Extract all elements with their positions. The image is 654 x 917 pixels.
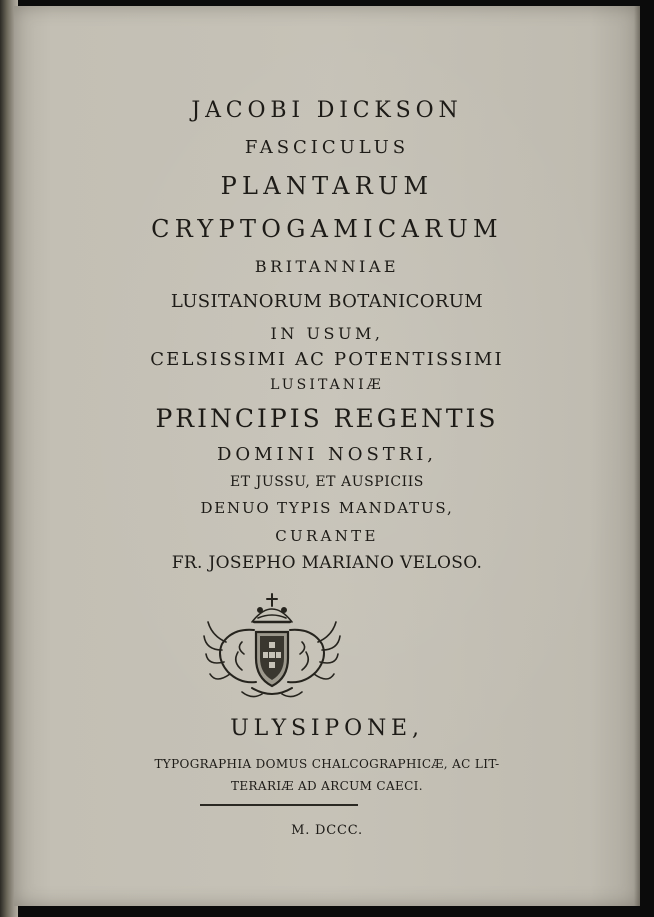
imprint-date: M. DCCC.	[291, 823, 363, 838]
dedication-principis-regentis: PRINCIPIS REGENTIS	[155, 404, 499, 433]
imprint-curante: CURANTE	[275, 527, 379, 545]
author-line: JACOBI DICKSON	[191, 98, 463, 123]
printer-line-1: TYPOGRAPHIA DOMUS CHALCOGRAPHICÆ, AC LIT-	[154, 757, 500, 771]
subtitle-lusitanorum: LUSITANORUM BOTANICORUM	[170, 291, 484, 312]
dedication-lusitaniae: LUSITANIÆ	[270, 377, 384, 393]
title-line-cryptogamicarum: CRYPTOGAMICARUM	[151, 215, 503, 243]
title-line-fasciculus: FASCICULUS	[244, 137, 410, 158]
imprint-denuo-typis: DENUO TYPIS MANDATUS,	[200, 499, 454, 517]
title-line-britanniae: BRITANNIAE	[254, 257, 400, 276]
royal-arms-emblem-icon	[202, 592, 342, 704]
title-page	[14, 6, 640, 906]
imprint-place: ULYSIPONE,	[230, 716, 424, 741]
subtitle-in-usum: IN USUM,	[270, 324, 384, 343]
title-line-plantarum: PLANTARUM	[220, 172, 434, 200]
printer-line-2: TERARIÆ AD ARCUM CAECI.	[231, 779, 423, 793]
dedication-domini-nostri: DOMINI NOSTRI,	[217, 444, 437, 465]
editor-name: FR. JOSEPHO MARIANO VELOSO.	[171, 553, 483, 573]
dedication-celsissimi: CELSISSIMI AC POTENTISSIMI	[150, 349, 504, 370]
horizontal-rule	[200, 804, 358, 806]
dedication-et-jussu: ET JUSSU, ET AUSPICIIS	[230, 474, 424, 490]
